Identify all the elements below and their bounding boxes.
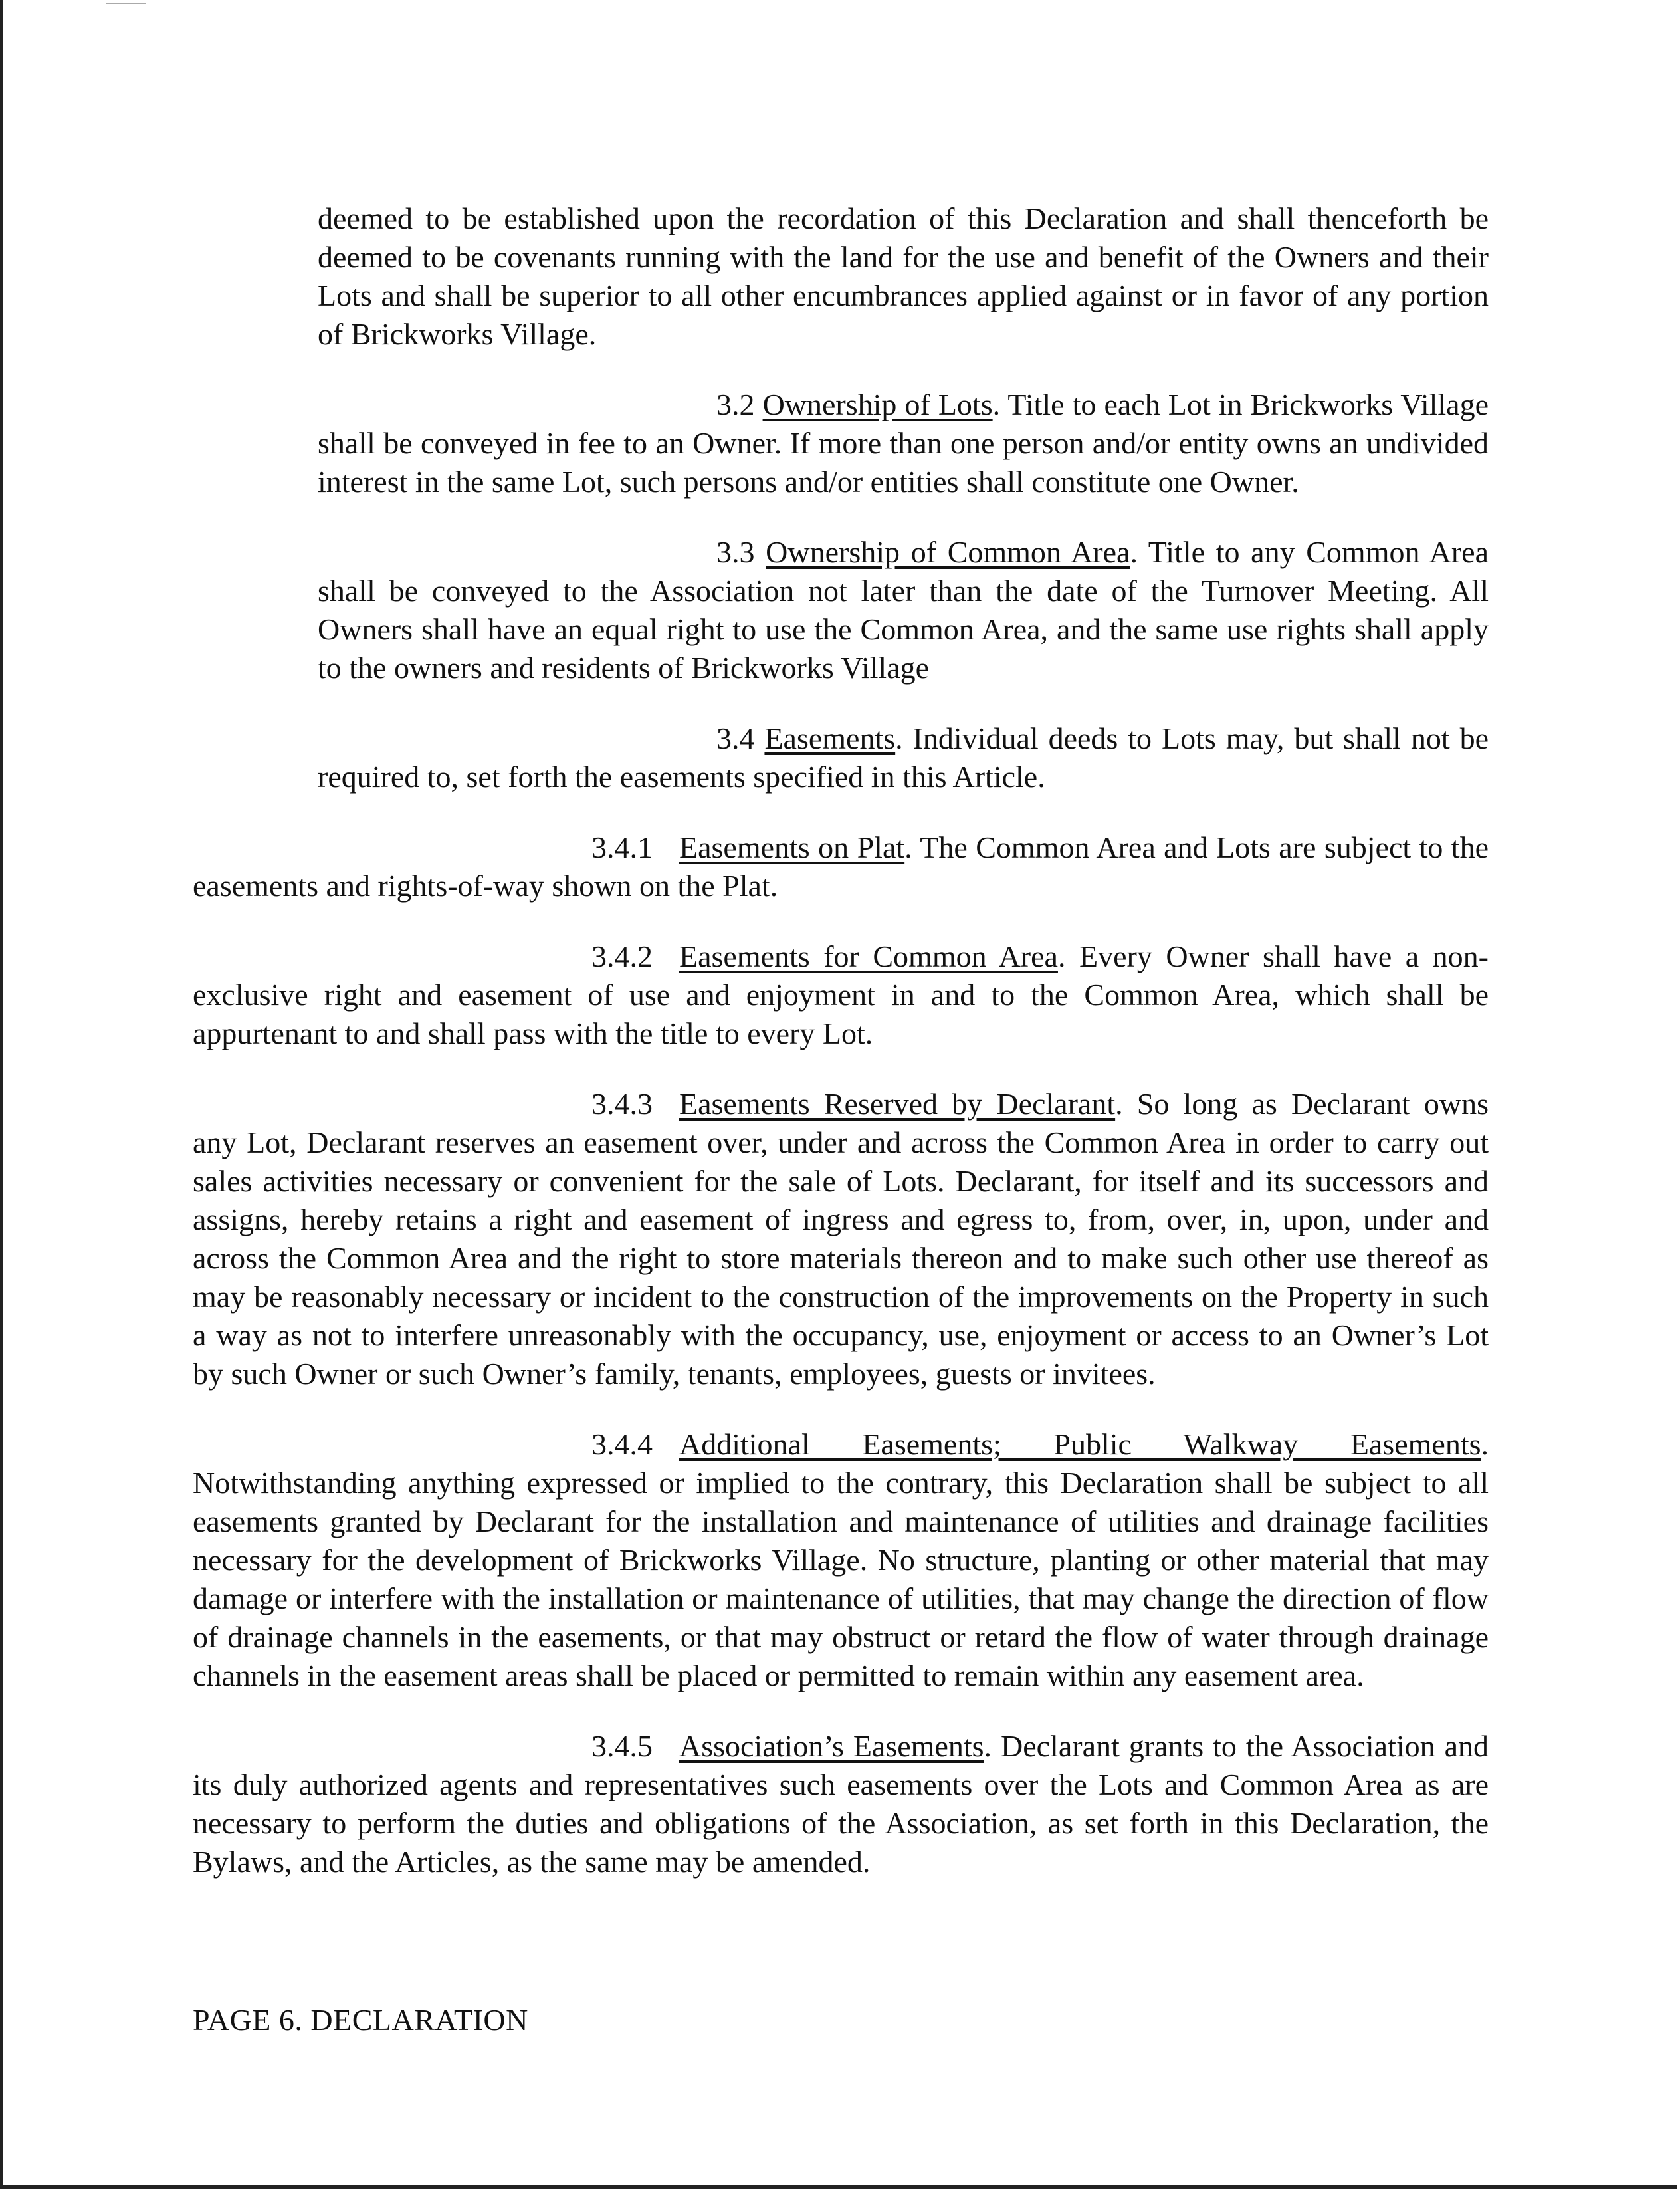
subsection-number: 3.4.4 xyxy=(591,1427,653,1461)
section-number: 3.2 xyxy=(716,388,755,421)
page-footer: PAGE 6. DECLARATION xyxy=(193,2003,528,2037)
subsection-heading: Easements Reserved by Declarant xyxy=(679,1087,1116,1121)
section-body: Individual deeds to Lots may, but shall not be required to, set forth the easements specified in this Article. xyxy=(318,721,1489,794)
subsection-number: 3.4.2 xyxy=(591,939,653,973)
document-body xyxy=(193,199,1489,1913)
subsection-heading: Association’s Easements xyxy=(679,1729,984,1763)
section-3-3-paragraph: 3.3 Ownership of Common Area. Title to any Common Area shall be conveyed to the Association not later than the date of the Turnover Meeting. All Owners shall have an equal right to use the Common Area, and the same use rights shall apply to the owners and residents of Brickworks Village xyxy=(318,533,1489,687)
subsection-number: 3.4.5 xyxy=(591,1729,653,1763)
subsection-body: Every Owner shall have a non-exclusive right and easement of use and enjoyment in and to the Common Area, which shall be appurtenant to and shall pass with the title to every Lot. xyxy=(193,939,1489,1050)
subsection-3-4-4-paragraph: 3.4.4 Additional Easements; Public Walkway Easements. Notwithstanding anything expressed or implied to the contrary, this Declaration shall be subject to all easements granted by Declarant for the installation and maintenance of utilities and drainage facilities necessary for the development of Brickworks Village. No structure, planting or other material that may damage or interfere with the installation or maintenance of utilities, that may change the direction of flow of drainage channels in the easements, or that may obstruct or retard the flow of water through drainage channels in the easement areas shall be placed or permitted to remain within any easement area. xyxy=(193,1425,1489,1695)
section-number: 3.4 xyxy=(716,721,755,755)
section-body: Title to each Lot in Brickworks Village shall be conveyed in fee to an Owner. If more than one person and/or entity owns an undivided interest in the same Lot, such persons and/or entities shall constitute one Owner. xyxy=(318,388,1489,499)
subsection-3-4-5-paragraph: 3.4.5 Association’s Easements. Declarant grants to the Association and its duly authorized agents and representatives such easements over the Lots and Common Area as are necessary to perform the duties and obligations of the Association, as set forth in this Declaration, the Bylaws, and the Articles, as the same may be amended. xyxy=(193,1727,1489,1881)
section-3-2-paragraph: 3.2 Ownership of Lots. Title to each Lot in Brickworks Village shall be conveyed in fee to an Owner. If more than one person and/or entity owns an undivided interest in the same Lot, such persons and/or entities shall constitute one Owner. xyxy=(318,386,1489,501)
section-heading: Ownership of Common Area xyxy=(766,535,1130,569)
subsection-heading: Additional Easements; Public Walkway Easements xyxy=(679,1427,1481,1461)
section-3-4-paragraph: 3.4 Easements. Individual deeds to Lots may, but shall not be required to, set forth the easements specified in this Article. xyxy=(318,719,1489,796)
section-number: 3.3 xyxy=(716,535,755,569)
subsection-body: The Common Area and Lots are subject to the easements and rights-of-way shown on the Plat. xyxy=(193,830,1489,903)
subsection-3-4-2-paragraph: 3.4.2 Easements for Common Area. Every Owner shall have a non-exclusive right and easement of use and enjoyment in and to the Common Area, which shall be appurtenant to and shall pass with the title to every Lot. xyxy=(193,937,1489,1053)
scan-mark xyxy=(106,3,146,4)
subsection-3-4-1-paragraph: 3.4.1 Easements on Plat. The Common Area and Lots are subject to the easements and rights-of-way shown on the Plat. xyxy=(193,828,1489,905)
intro-continuation-paragraph: deemed to be established upon the recordation of this Declaration and shall thenceforth be deemed to be covenants running with the land for the use and benefit of the Owners and their Lots and shall be superior to all other encumbrances applied against or in favor of any portion of Brickworks Village. xyxy=(318,201,1489,351)
subsection-body: So long as Declarant owns any Lot, Declarant reserves an easement over, under and across the Common Area in order to carry out sales activities necessary or convenient for the sale of Lots. Declarant, for itself and its successors and assigns, hereby retains a right and easement of ingress and egress to, from, over, in, upon, under and across the Common Area and the right to store materials thereon and to make such other use thereof as may be reasonably necessary or incident to the construction of the improvements on the Property in such a way as not to interfere unreasonably with the occupancy, use, enjoyment or access to an Owner’s Lot by such Owner or such Owner’s family, tenants, employees, guests or invitees. xyxy=(193,1087,1489,1391)
section-heading: Ownership of Lots xyxy=(762,388,993,421)
subsection-number: 3.4.1 xyxy=(591,830,653,864)
subsection-body: Notwithstanding anything expressed or implied to the contrary, this Declaration shall be subject to all easements granted by Declarant for the installation and maintenance of utilities and drainage facilities necessary for the development of Brickworks Village. No structure, planting or other material that may damage or interfere with the installation or maintenance of utilities, that may change the direction of flow of drainage channels in the easements, or that may obstruct or retard the flow of water through drainage channels in the easement areas shall be placed or permitted to remain within any easement area. xyxy=(193,1466,1489,1692)
section-heading: Easements xyxy=(764,721,896,755)
subsection-body: Declarant grants to the Association and its duly authorized agents and representatives such easements over the Lots and Common Area as are necessary to perform the duties and obligations of the Association, as set forth in this Declaration, the Bylaws, and the Articles, as the same may be amended. xyxy=(193,1729,1489,1879)
subsection-heading: Easements on Plat xyxy=(679,830,905,864)
subsection-3-4-3-paragraph: 3.4.3 Easements Reserved by Declarant. So long as Declarant owns any Lot, Declarant reserves an easement over, under and across the Common Area in order to carry out sales activities necessary or convenient for the sale of Lots. Declarant, for itself and its successors and assigns, hereby retains a right and easement of ingress and egress to, from, over, in, upon, under and across the Common Area and the right to store materials thereon and to make such other use thereof as may be reasonably necessary or incident to the construction of the improvements on the Property in such a way as not to interfere unreasonably with the occupancy, use, enjoyment or access to an Owner’s Lot by such Owner or such Owner’s family, tenants, employees, guests or invitees. xyxy=(193,1085,1489,1393)
article-3-upper-block xyxy=(318,199,1489,796)
subsection-heading: Easements for Common Area xyxy=(679,939,1058,973)
section-body: Title to any Common Area shall be conveyed to the Association not later than the date of the Turnover Meeting. All Owners shall have an equal right to use the Common Area, and the same use rights shall apply to the owners and residents of Brickworks Village xyxy=(318,535,1489,685)
subsection-number: 3.4.3 xyxy=(591,1087,653,1121)
